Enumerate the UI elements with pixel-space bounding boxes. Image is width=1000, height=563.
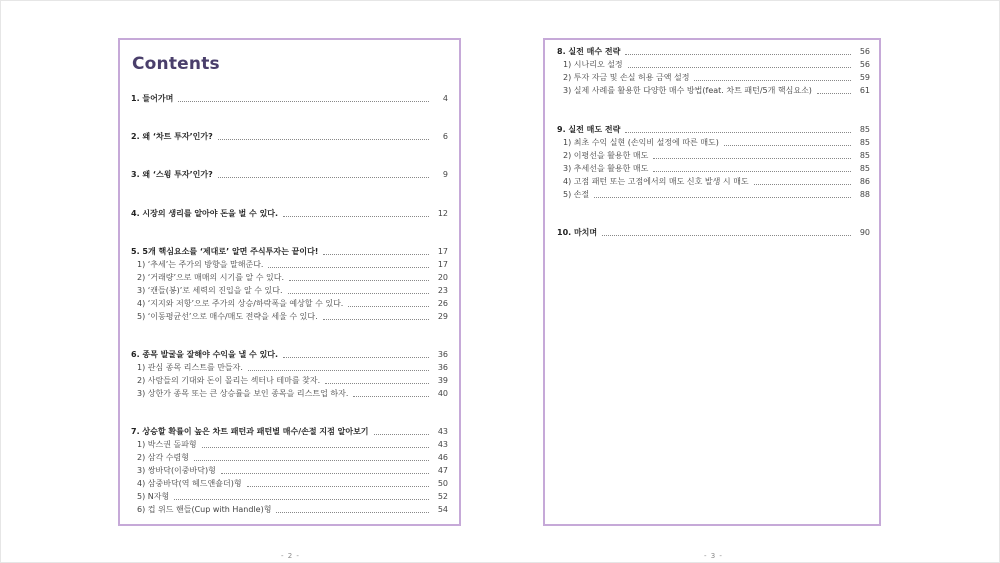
contents-title: Contents [132, 54, 220, 74]
toc-chapter-5[interactable]: 5. 5개 핵심요소를 ‘제대로’ 알면 주식투자는 끝이다! 17 [131, 247, 448, 256]
toc-chapter-4[interactable]: 4. 시장의 생리를 알아야 돈을 벌 수 있다. 12 [131, 209, 448, 218]
toc-chapter-7[interactable]: 7. 상승할 확률이 높은 차트 패턴과 패턴별 매수/손절 지점 알아보기 43 [131, 427, 448, 436]
leader-dots [276, 512, 429, 513]
leader-dots [248, 370, 429, 371]
leader-dots [653, 171, 851, 172]
toc-item-8-3[interactable]: 3) 실제 사례를 활용한 다양한 매수 방법(feat. 차트 패턴/5개 핵심요소) 61 [563, 86, 870, 95]
toc-item-7-6[interactable]: 6) 컵 위드 핸들(Cup with Handle)형 54 [137, 505, 448, 514]
toc-item-9-4[interactable]: 4) 고점 패턴 또는 고점에서의 매도 신호 발생 시 매도 86 [563, 177, 870, 186]
leader-dots [602, 235, 851, 236]
toc-chapter-6[interactable]: 6. 종목 발굴을 잘해야 수익을 낼 수 있다. 36 [131, 350, 448, 359]
leader-dots [323, 254, 429, 255]
toc-item-5-1[interactable]: 1) ‘추세’는 주가의 방향을 말해준다. 17 [137, 260, 448, 269]
toc-item-9-1[interactable]: 1) 최초 수익 실현 (손익비 설정에 따른 매도) 85 [563, 138, 870, 147]
toc-item-9-2[interactable]: 2) 이평선을 활용한 매도 85 [563, 151, 870, 160]
leader-dots [625, 54, 851, 55]
leader-dots [694, 80, 851, 81]
toc-item-5-4[interactable]: 4) ‘지지와 저항’으로 주가의 상승/하락폭을 예상할 수 있다. 26 [137, 299, 448, 308]
toc-chapter-10[interactable]: 10. 마치며 90 [557, 228, 870, 237]
leader-dots [754, 184, 851, 185]
leader-dots [283, 216, 429, 217]
toc-item-7-5[interactable]: 5) N자형 52 [137, 492, 448, 501]
leader-dots [628, 67, 851, 68]
page-3 [543, 38, 881, 526]
toc-item-8-2[interactable]: 2) 투자 자금 및 손실 허용 금액 설정 59 [563, 73, 870, 82]
leader-dots [653, 158, 851, 159]
page-number-left: - 2 - [281, 552, 300, 560]
toc-item-5-2[interactable]: 2) ‘거래량’으로 매매의 시기를 알 수 있다. 20 [137, 273, 448, 282]
leader-dots [348, 306, 429, 307]
leader-dots [194, 460, 429, 461]
toc-item-6-1[interactable]: 1) 관심 종목 리스트를 만들자. 36 [137, 363, 448, 372]
toc-item-6-2[interactable]: 2) 사람들의 기대와 돈이 몰리는 섹터나 테마를 찾자. 39 [137, 376, 448, 385]
toc-item-7-2[interactable]: 2) 삼각 수렴형 46 [137, 453, 448, 462]
toc-chapter-9[interactable]: 9. 실전 매도 전략 85 [557, 125, 870, 134]
toc-item-7-3[interactable]: 3) 쌍바닥(이중바닥)형 47 [137, 466, 448, 475]
page-number-right: - 3 - [704, 552, 723, 560]
leader-dots [202, 447, 429, 448]
toc-item-7-4[interactable]: 4) 삼중바닥(역 헤드앤숄더)형 50 [137, 479, 448, 488]
leader-dots [283, 357, 429, 358]
toc-item-8-1[interactable]: 1) 시나리오 설정 56 [563, 60, 870, 69]
leader-dots [817, 93, 851, 94]
leader-dots [221, 473, 429, 474]
leader-dots [594, 197, 851, 198]
toc-item-6-3[interactable]: 3) 상한가 종목 또는 큰 상승률을 보인 종목을 리스트업 하자. 40 [137, 389, 448, 398]
leader-dots [625, 132, 851, 133]
leader-dots [374, 434, 429, 435]
leader-dots [218, 139, 429, 140]
leader-dots [178, 101, 429, 102]
leader-dots [353, 396, 429, 397]
leader-dots [247, 486, 429, 487]
leader-dots [289, 280, 429, 281]
toc-item-9-5[interactable]: 5) 손절 88 [563, 190, 870, 199]
leader-dots [323, 319, 429, 320]
toc-chapter-2[interactable]: 2. 왜 ‘차트 투자’인가? 6 [131, 132, 448, 141]
leader-dots [724, 145, 851, 146]
leader-dots [174, 499, 429, 500]
toc-item-7-1[interactable]: 1) 박스권 돌파형 43 [137, 440, 448, 449]
toc-chapter-3[interactable]: 3. 왜 ‘스윙 투자’인가? 9 [131, 170, 448, 179]
leader-dots [325, 383, 429, 384]
toc-chapter-1[interactable]: 1. 들어가며 4 [131, 94, 448, 103]
toc-chapter-8[interactable]: 8. 실전 매수 전략 56 [557, 47, 870, 56]
leader-dots [268, 267, 429, 268]
toc-item-5-3[interactable]: 3) ‘캔들(봉)’로 세력의 진입을 알 수 있다. 23 [137, 286, 448, 295]
leader-dots [288, 293, 429, 294]
page-2 [118, 38, 461, 526]
toc-item-9-3[interactable]: 3) 추세선을 활용한 매도 85 [563, 164, 870, 173]
leader-dots [218, 177, 429, 178]
toc-item-5-5[interactable]: 5) ‘이동평균선’으로 매수/매도 전략을 세울 수 있다. 29 [137, 312, 448, 321]
